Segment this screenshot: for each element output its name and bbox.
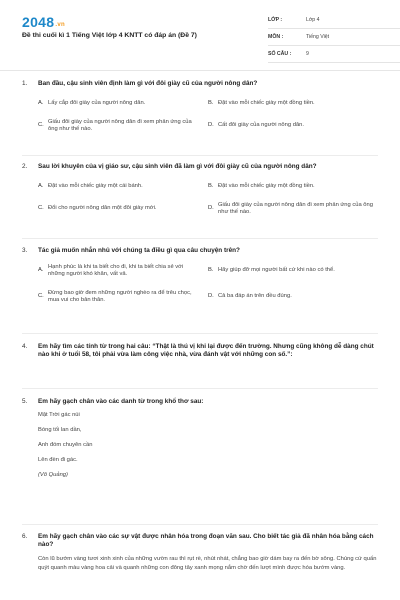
meta-row-class — [268, 12, 400, 29]
option-letter: C. — [38, 205, 44, 212]
header-divider — [0, 70, 400, 71]
option-letter: B. — [208, 267, 214, 274]
question-text: Sau lời khuyên của vị giáo sư, cậu sinh viên đã làm gì với đôi giày cũ của người nông dân? — [38, 163, 317, 170]
option-text: Hãy giúp đỡ mọi người bất cứ khi nào có thể. — [218, 267, 335, 274]
option-text: Lấy cắp đôi giày của người nông dân. — [48, 100, 146, 107]
divider — [22, 524, 378, 525]
divider — [22, 333, 378, 334]
question-1 — [22, 80, 378, 134]
poem-line: Anh đóm chuyên cần — [38, 442, 93, 449]
meta-row-count — [268, 46, 400, 63]
divider — [22, 388, 378, 389]
question-4 — [22, 343, 378, 359]
meta-row-subject — [268, 29, 400, 46]
options — [38, 96, 378, 134]
poem-source: (Võ Quảng) — [38, 472, 68, 479]
option-a — [38, 96, 208, 112]
meta-label: SỐ CÂU : — [268, 51, 292, 57]
logo-suffix: .vn — [55, 22, 65, 28]
option-d — [208, 118, 388, 134]
poem-line: Mặt Trời gác núi — [38, 412, 80, 419]
option-letter: C. — [38, 293, 44, 300]
option-letter: D. — [208, 293, 214, 300]
option-text: Hạnh phúc là khi ta biết cho đi, khi ta biết chia sẻ với những người khó khăn, vất vả. — [48, 263, 184, 278]
question-text: Tác giả muốn nhắn nhủ với chúng ta điều gì qua câu chuyện trên? — [38, 247, 240, 254]
question-6 — [22, 533, 378, 573]
option-a — [38, 263, 208, 279]
page-title: Đề thi cuối kì 1 Tiếng Việt lớp 4 KNTT có đáp án (Đề 7) — [22, 32, 197, 39]
option-letter: A. — [38, 183, 44, 190]
question-3 — [22, 247, 378, 305]
meta-value: Tiếng Việt — [306, 34, 330, 40]
option-text: Đặt vào mỗi chiếc giày một cái bánh. — [48, 183, 143, 190]
option-c — [38, 118, 208, 134]
option-text: Đừng bao giờ đem những người nghèo ra để trêu chọc, mua vui cho bản thân. — [48, 289, 192, 304]
option-letter: B. — [208, 100, 214, 107]
option-c — [38, 201, 208, 217]
option-b — [208, 96, 388, 112]
question-5 — [22, 398, 378, 487]
question-2 — [22, 163, 378, 217]
option-letter: D. — [208, 205, 214, 212]
option-b — [208, 263, 388, 279]
options — [38, 179, 378, 217]
question-number: 1. — [22, 80, 28, 87]
option-text: Giấu đôi giày của người nông dân đi xem phản ứng của ông như thế nào. — [48, 118, 192, 133]
question-number: 6. — [22, 533, 28, 540]
option-a — [38, 179, 208, 195]
option-letter: C. — [38, 122, 44, 129]
meta-value: Lớp 4 — [306, 17, 320, 23]
header — [22, 0, 378, 68]
site-logo[interactable] — [22, 14, 65, 30]
option-letter: A. — [38, 267, 44, 274]
poem-line: Lên đèn đi gác. — [38, 457, 78, 464]
divider — [22, 238, 378, 239]
option-text: Đặt vào mỗi chiếc giày một đồng tiền. — [218, 100, 315, 107]
option-letter: A. — [38, 100, 44, 107]
question-text: Ban đầu, cậu sinh viên định làm gì với đôi giày cũ của người nông dân? — [38, 80, 258, 87]
option-d — [208, 289, 388, 305]
poem-line: Bóng tối lan dần, — [38, 427, 82, 434]
question-text: Em hãy gạch chân vào các sự vật được nhân hóa trong đoạn văn sau. Cho biết tác giả đã nhân hóa bằng cách nào? — [38, 533, 374, 549]
question-number: 2. — [22, 163, 28, 170]
passage: Còn lũ bướm vàng tươi xinh xinh của những vườn rau thì rụt rè, nhút nhát, chẳng bao giờ dám bay ra đến bờ sông. Chúng cứ quấn quýt quanh màu vàng hoa cải và quanh những con đông tây xanh mọng nắm chờ đến lượt mình được hóa bướm vàng. — [38, 556, 377, 572]
question-number: 5. — [22, 398, 28, 405]
option-text: Cả ba đáp án trên đều đúng. — [218, 293, 292, 300]
question-text: Em hãy gạch chân vào các danh từ trong khổ thơ sau: — [38, 398, 204, 405]
option-d — [208, 201, 388, 217]
option-text: Đặt vào mỗi chiếc giày một đồng tiền. — [218, 183, 315, 190]
divider — [22, 155, 378, 156]
option-c — [38, 289, 208, 305]
option-text: Đổi cho người nông dân một đôi giày mới. — [48, 205, 157, 212]
question-number: 3. — [22, 247, 28, 254]
meta-label: MÔN : — [268, 34, 284, 40]
option-b — [208, 179, 388, 195]
options — [38, 263, 378, 305]
logo-main: 2048 — [22, 14, 55, 30]
option-letter: B. — [208, 183, 214, 190]
option-letter: D. — [208, 122, 214, 129]
poem — [38, 412, 378, 478]
meta-table — [268, 12, 400, 63]
option-text: Cất đôi giày của người nông dân. — [218, 122, 304, 129]
meta-value: 9 — [306, 51, 309, 57]
option-text: Giấu đôi giày của người nông dân đi xem phản ứng của ông như thế nào. — [218, 201, 373, 216]
question-number: 4. — [22, 343, 28, 350]
question-text: Em hãy tìm các tính từ trong hai câu: “Thật là thú vị khi lại được đến trường. Nhưng cũng không dễ dàng chút nào khi ở tuổi 58, tôi phải vừa làm công việc nhà, vừa đánh vật với những con số.”: — [38, 343, 374, 359]
meta-label: LỚP : — [268, 17, 283, 23]
